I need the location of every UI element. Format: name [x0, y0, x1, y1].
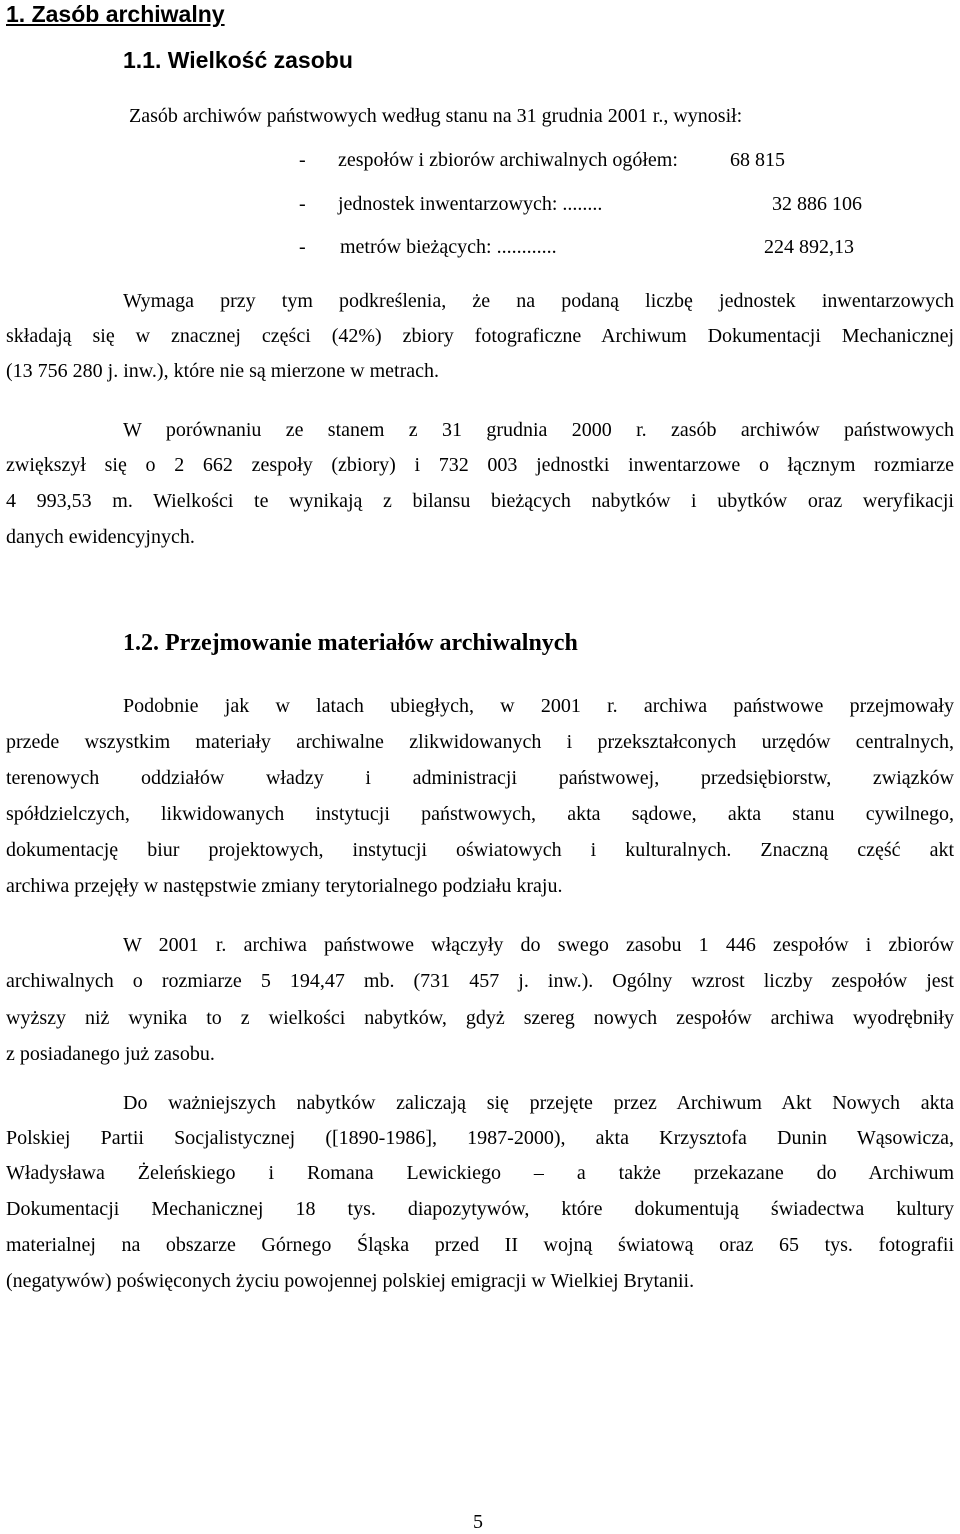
list-dash: -: [299, 193, 306, 215]
paragraph-line: 4 993,53 m. Wielkości te wynikają z bilansu bieżących nabytków i ubytków oraz weryfikacji: [6, 490, 954, 512]
paragraph-line: spółdzielczych, likwidowanych instytucji państwowych, akta sądowe, akta stanu cywilnego,: [6, 803, 954, 825]
section-1-title: 1. Zasób archiwalny: [6, 1, 225, 27]
paragraph-line: wyższy niż wynika to z wielkości nabytków, gdyż szereg nowych zespołów archiwa wyodrębniły: [6, 1007, 954, 1029]
stat-label: jednostek inwentarzowych: ........: [338, 193, 603, 215]
paragraph-line: archiwalnych o rozmiarze 5 194,47 mb. (731 457 j. inw.). Ogólny wzrost liczby zespołów jest: [6, 970, 954, 992]
paragraph-line: terenowych oddziałów władzy i administracji państwowej, przedsiębiorstw, związków: [6, 767, 954, 789]
paragraph-line: Podobnie jak w latach ubiegłych, w 2001 r. archiwa państwowe przejmowały: [123, 695, 954, 717]
paragraph-line: W 2001 r. archiwa państwowe włączyły do swego zasobu 1 446 zespołów i zbiorów: [123, 934, 954, 956]
paragraph-line: Polskiej Partii Socjalistycznej ([1890-1986], 1987-2000), akta Krzysztofa Dunin Wąsowicza,: [6, 1127, 954, 1149]
stat-value: 32 886 106: [772, 193, 862, 215]
paragraph-line: Do ważniejszych nabytków zaliczają się przejęte przez Archiwum Akt Nowych akta: [123, 1092, 954, 1114]
list-dash: -: [299, 236, 306, 258]
section-1-2-title: 1.2. Przejmowanie materiałów archiwalnych: [123, 630, 578, 656]
stat-value: 68 815: [730, 149, 785, 171]
stat-value: 224 892,13: [764, 236, 854, 258]
page-number: 5: [473, 1511, 483, 1533]
list-dash: -: [299, 149, 306, 171]
stat-label: zespołów i zbiorów archiwalnych ogółem:: [338, 149, 678, 171]
stat-label: metrów bieżących: ............: [340, 236, 557, 258]
section-1-1-title: 1.1. Wielkość zasobu: [123, 47, 353, 73]
paragraph-line: Dokumentacji Mechanicznej 18 tys. diapozytywów, które dokumentują świadectwa kultury: [6, 1198, 954, 1220]
paragraph-line: danych ewidencyjnych.: [6, 526, 195, 548]
paragraph-line: (13 756 280 j. inw.), które nie są mierzone w metrach.: [6, 360, 440, 382]
paragraph-line: zwiększył się o 2 662 zespoły (zbiory) i 732 003 jednostki inwentarzowe o łącznym rozmiarze: [6, 454, 954, 476]
paragraph-line: dokumentację biur projektowych, instytucji oświatowych i kulturalnych. Znaczną część akt: [6, 839, 954, 861]
paragraph-line: (negatywów) poświęconych życiu powojennej polskiej emigracji w Wielkiej Brytanii.: [6, 1270, 695, 1292]
paragraph-line: materialnej na obszarze Górnego Śląska przed II wojną światową oraz 65 tys. fotografii: [6, 1234, 954, 1256]
paragraph-line: Wymaga przy tym podkreślenia, że na podaną liczbę jednostek inwentarzowych: [123, 290, 954, 312]
paragraph-line: Władysława Żeleńskiego i Romana Lewickiego – a także przekazane do Archiwum: [6, 1162, 954, 1184]
paragraph-line: przede wszystkim materiały archiwalne zlikwidowanych i przekształconych urzędów centralnych,: [6, 731, 954, 753]
paragraph-line: archiwa przejęły w następstwie zmiany terytorialnego podziału kraju.: [6, 875, 563, 897]
intro-text: Zasób archiwów państwowych według stanu na 31 grudnia 2001 r., wynosił:: [129, 105, 743, 127]
paragraph-line: z posiadanego już zasobu.: [6, 1043, 215, 1065]
paragraph-line: składają się w znacznej części (42%) zbiory fotograficzne Archiwum Dokumentacji Mechanicznej: [6, 325, 954, 347]
paragraph-line: W porównaniu ze stanem z 31 grudnia 2000 r. zasób archiwów państwowych: [123, 419, 954, 441]
